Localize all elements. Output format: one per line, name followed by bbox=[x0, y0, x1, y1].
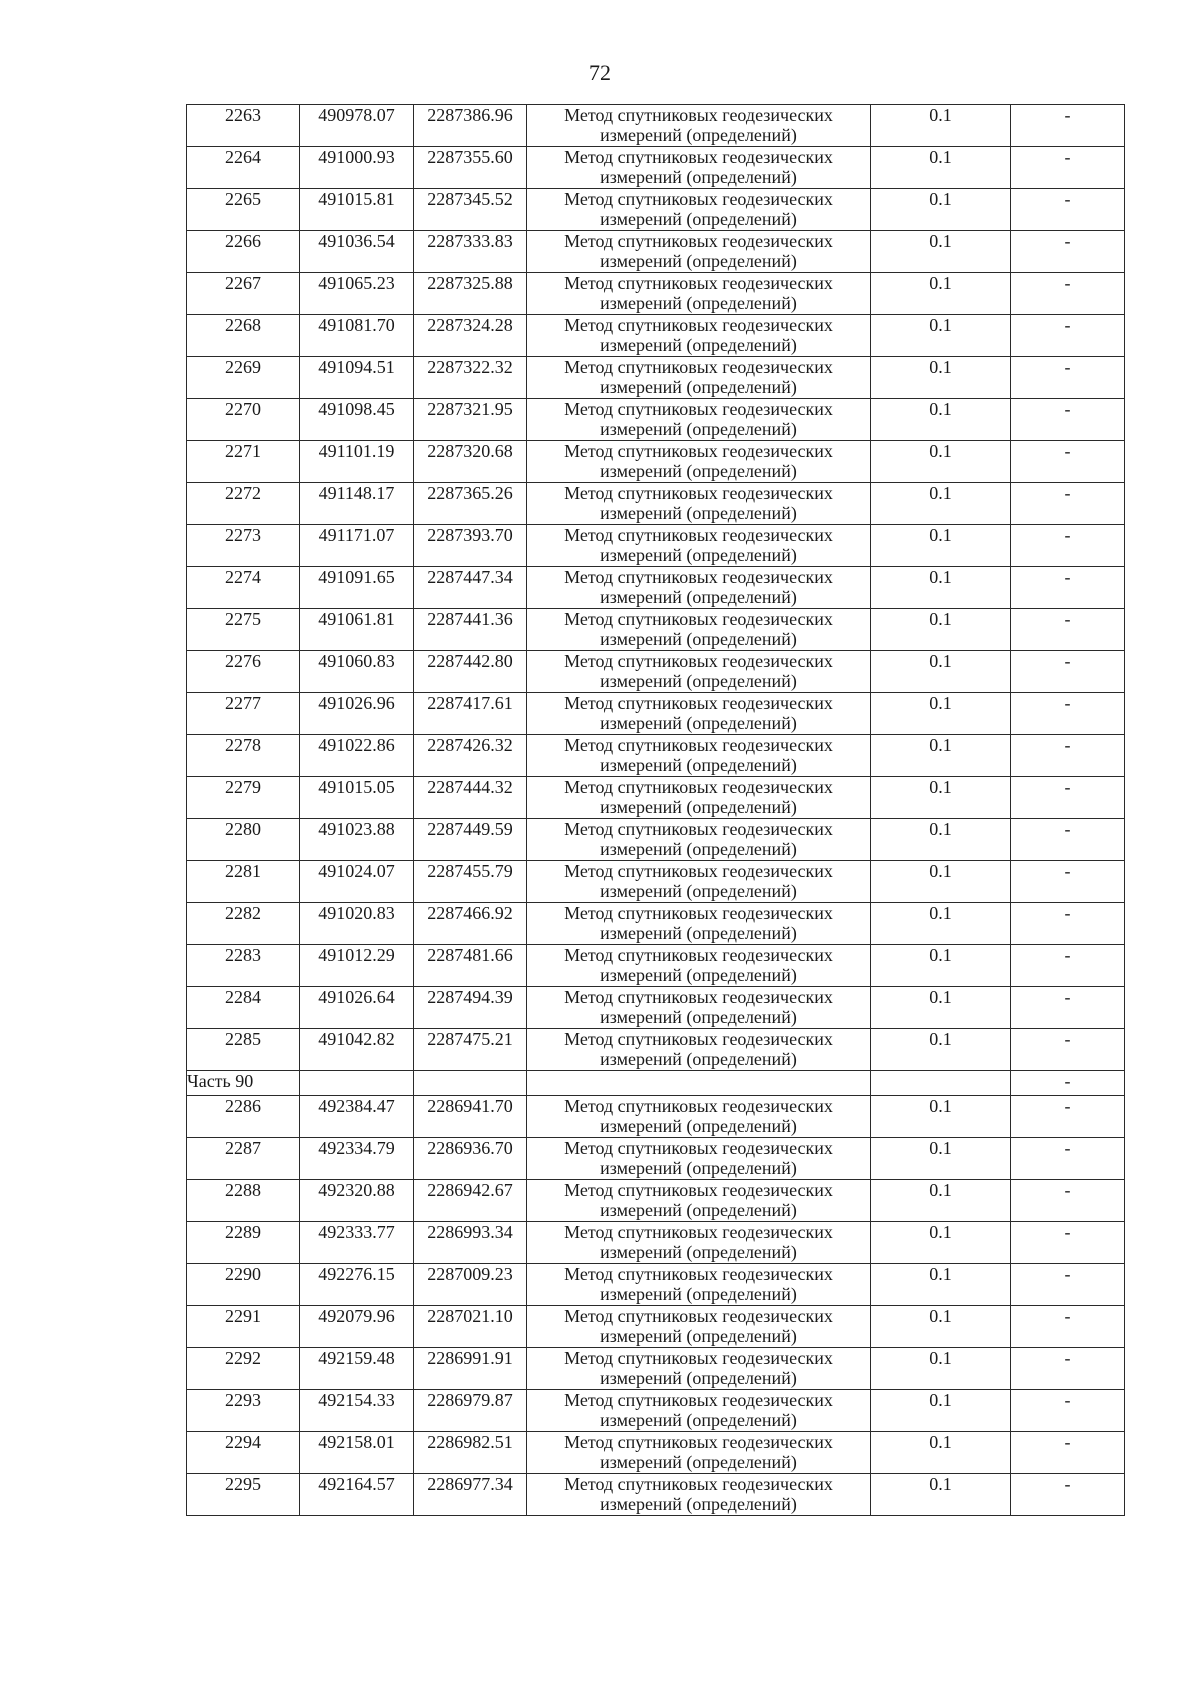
accuracy-cell: 0.1 bbox=[871, 231, 1011, 273]
method-cell: Метод спутниковых геодезических измерений (определений) bbox=[527, 441, 871, 483]
extra-cell: - bbox=[1011, 483, 1125, 525]
x-coordinate-cell: 491026.96 bbox=[300, 693, 414, 735]
point-number-cell: 2266 bbox=[187, 231, 300, 273]
method-cell: Метод спутниковых геодезических измерений (определений) bbox=[527, 777, 871, 819]
point-number-cell: 2277 bbox=[187, 693, 300, 735]
accuracy-cell: 0.1 bbox=[871, 399, 1011, 441]
accuracy-cell: 0.1 bbox=[871, 357, 1011, 399]
point-number-cell: 2292 bbox=[187, 1348, 300, 1390]
extra-cell: - bbox=[1011, 1138, 1125, 1180]
x-coordinate-cell: 491012.29 bbox=[300, 945, 414, 987]
point-number-cell: 2271 bbox=[187, 441, 300, 483]
x-coordinate-cell: 492158.01 bbox=[300, 1432, 414, 1474]
accuracy-cell: 0.1 bbox=[871, 693, 1011, 735]
extra-cell: - bbox=[1011, 189, 1125, 231]
method-cell: Метод спутниковых геодезических измерений (определений) bbox=[527, 1474, 871, 1516]
accuracy-cell: 0.1 bbox=[871, 1138, 1011, 1180]
extra-cell: - bbox=[1011, 1390, 1125, 1432]
coordinates-table bbox=[186, 104, 1125, 1516]
accuracy-cell: 0.1 bbox=[871, 777, 1011, 819]
table-row bbox=[187, 567, 1125, 609]
y-coordinate-cell: 2287466.92 bbox=[414, 903, 527, 945]
point-number-cell: 2284 bbox=[187, 987, 300, 1029]
y-coordinate-cell: 2286942.67 bbox=[414, 1180, 527, 1222]
x-coordinate-cell: 491061.81 bbox=[300, 609, 414, 651]
x-coordinate-cell: 491020.83 bbox=[300, 903, 414, 945]
table-row bbox=[187, 903, 1125, 945]
x-coordinate-cell: 491023.88 bbox=[300, 819, 414, 861]
point-number-cell: 2279 bbox=[187, 777, 300, 819]
point-number-cell: 2276 bbox=[187, 651, 300, 693]
y-coordinate-cell: 2287475.21 bbox=[414, 1029, 527, 1071]
y-coordinate-cell: 2287009.23 bbox=[414, 1264, 527, 1306]
point-number-cell: 2280 bbox=[187, 819, 300, 861]
y-coordinate-cell: 2287345.52 bbox=[414, 189, 527, 231]
y-coordinate-cell: 2286991.91 bbox=[414, 1348, 527, 1390]
table-row bbox=[187, 1096, 1125, 1138]
x-coordinate-cell: 491024.07 bbox=[300, 861, 414, 903]
coordinates-table-body bbox=[187, 105, 1125, 1071]
table-row bbox=[187, 1432, 1125, 1474]
table-row bbox=[187, 357, 1125, 399]
point-number-cell: 2291 bbox=[187, 1306, 300, 1348]
part-extra: - bbox=[1011, 1071, 1125, 1096]
point-number-cell: 2278 bbox=[187, 735, 300, 777]
accuracy-cell: 0.1 bbox=[871, 525, 1011, 567]
extra-cell: - bbox=[1011, 945, 1125, 987]
part-label: Часть 90 bbox=[187, 1071, 300, 1096]
x-coordinate-cell: 491148.17 bbox=[300, 483, 414, 525]
y-coordinate-cell: 2287447.34 bbox=[414, 567, 527, 609]
table-row bbox=[187, 399, 1125, 441]
y-coordinate-cell: 2287320.68 bbox=[414, 441, 527, 483]
method-cell: Метод спутниковых геодезических измерений (определений) bbox=[527, 1029, 871, 1071]
method-cell: Метод спутниковых геодезических измерений (определений) bbox=[527, 525, 871, 567]
accuracy-cell: 0.1 bbox=[871, 1432, 1011, 1474]
extra-cell: - bbox=[1011, 1348, 1125, 1390]
x-coordinate-cell: 492276.15 bbox=[300, 1264, 414, 1306]
point-number-cell: 2272 bbox=[187, 483, 300, 525]
extra-cell: - bbox=[1011, 609, 1125, 651]
method-cell: Метод спутниковых геодезических измерений (определений) bbox=[527, 399, 871, 441]
accuracy-cell: 0.1 bbox=[871, 651, 1011, 693]
table-row bbox=[187, 1029, 1125, 1071]
method-cell: Метод спутниковых геодезических измерений (определений) bbox=[527, 1348, 871, 1390]
method-cell: Метод спутниковых геодезических измерений (определений) bbox=[527, 189, 871, 231]
accuracy-cell: 0.1 bbox=[871, 1390, 1011, 1432]
method-cell: Метод спутниковых геодезических измерений (определений) bbox=[527, 1390, 871, 1432]
table-row bbox=[187, 525, 1125, 567]
accuracy-cell: 0.1 bbox=[871, 1264, 1011, 1306]
extra-cell: - bbox=[1011, 1096, 1125, 1138]
accuracy-cell: 0.1 bbox=[871, 735, 1011, 777]
extra-cell: - bbox=[1011, 1222, 1125, 1264]
x-coordinate-cell: 491065.23 bbox=[300, 273, 414, 315]
y-coordinate-cell: 2287322.32 bbox=[414, 357, 527, 399]
extra-cell: - bbox=[1011, 441, 1125, 483]
extra-cell: - bbox=[1011, 147, 1125, 189]
extra-cell: - bbox=[1011, 1474, 1125, 1516]
part-empty-cell bbox=[871, 1071, 1011, 1096]
extra-cell: - bbox=[1011, 651, 1125, 693]
table-row bbox=[187, 651, 1125, 693]
y-coordinate-cell: 2287426.32 bbox=[414, 735, 527, 777]
y-coordinate-cell: 2286993.34 bbox=[414, 1222, 527, 1264]
point-number-cell: 2295 bbox=[187, 1474, 300, 1516]
point-number-cell: 2267 bbox=[187, 273, 300, 315]
y-coordinate-cell: 2287417.61 bbox=[414, 693, 527, 735]
x-coordinate-cell: 492320.88 bbox=[300, 1180, 414, 1222]
method-cell: Метод спутниковых геодезических измерений (определений) bbox=[527, 903, 871, 945]
point-number-cell: 2286 bbox=[187, 1096, 300, 1138]
method-cell: Метод спутниковых геодезических измерений (определений) bbox=[527, 1180, 871, 1222]
y-coordinate-cell: 2286979.87 bbox=[414, 1390, 527, 1432]
y-coordinate-cell: 2287393.70 bbox=[414, 525, 527, 567]
x-coordinate-cell: 491101.19 bbox=[300, 441, 414, 483]
y-coordinate-cell: 2287455.79 bbox=[414, 861, 527, 903]
x-coordinate-cell: 492333.77 bbox=[300, 1222, 414, 1264]
extra-cell: - bbox=[1011, 861, 1125, 903]
method-cell: Метод спутниковых геодезических измерений (определений) bbox=[527, 357, 871, 399]
extra-cell: - bbox=[1011, 399, 1125, 441]
point-number-cell: 2293 bbox=[187, 1390, 300, 1432]
x-coordinate-cell: 492079.96 bbox=[300, 1306, 414, 1348]
accuracy-cell: 0.1 bbox=[871, 105, 1011, 147]
y-coordinate-cell: 2287386.96 bbox=[414, 105, 527, 147]
method-cell: Метод спутниковых геодезических измерений (определений) bbox=[527, 315, 871, 357]
point-number-cell: 2281 bbox=[187, 861, 300, 903]
method-cell: Метод спутниковых геодезических измерений (определений) bbox=[527, 819, 871, 861]
point-number-cell: 2269 bbox=[187, 357, 300, 399]
method-cell: Метод спутниковых геодезических измерений (определений) bbox=[527, 567, 871, 609]
method-cell: Метод спутниковых геодезических измерений (определений) bbox=[527, 105, 871, 147]
y-coordinate-cell: 2287021.10 bbox=[414, 1306, 527, 1348]
method-cell: Метод спутниковых геодезических измерений (определений) bbox=[527, 609, 871, 651]
extra-cell: - bbox=[1011, 567, 1125, 609]
y-coordinate-cell: 2286977.34 bbox=[414, 1474, 527, 1516]
accuracy-cell: 0.1 bbox=[871, 1180, 1011, 1222]
part-row bbox=[187, 1071, 1125, 1096]
table-row bbox=[187, 1306, 1125, 1348]
extra-cell: - bbox=[1011, 1264, 1125, 1306]
accuracy-cell: 0.1 bbox=[871, 1029, 1011, 1071]
accuracy-cell: 0.1 bbox=[871, 567, 1011, 609]
x-coordinate-cell: 492164.57 bbox=[300, 1474, 414, 1516]
point-number-cell: 2289 bbox=[187, 1222, 300, 1264]
method-cell: Метод спутниковых геодезических измерений (определений) bbox=[527, 1096, 871, 1138]
y-coordinate-cell: 2287494.39 bbox=[414, 987, 527, 1029]
method-cell: Метод спутниковых геодезических измерений (определений) bbox=[527, 693, 871, 735]
y-coordinate-cell: 2286982.51 bbox=[414, 1432, 527, 1474]
table-row bbox=[187, 1348, 1125, 1390]
part-empty-cell bbox=[414, 1071, 527, 1096]
method-cell: Метод спутниковых геодезических измерений (определений) bbox=[527, 231, 871, 273]
table-row bbox=[187, 1264, 1125, 1306]
accuracy-cell: 0.1 bbox=[871, 861, 1011, 903]
accuracy-cell: 0.1 bbox=[871, 189, 1011, 231]
extra-cell: - bbox=[1011, 315, 1125, 357]
point-number-cell: 2265 bbox=[187, 189, 300, 231]
table-row bbox=[187, 483, 1125, 525]
table-row bbox=[187, 1222, 1125, 1264]
y-coordinate-cell: 2287325.88 bbox=[414, 273, 527, 315]
method-cell: Метод спутниковых геодезических измерений (определений) bbox=[527, 1264, 871, 1306]
x-coordinate-cell: 492159.48 bbox=[300, 1348, 414, 1390]
point-number-cell: 2285 bbox=[187, 1029, 300, 1071]
accuracy-cell: 0.1 bbox=[871, 273, 1011, 315]
method-cell: Метод спутниковых геодезических измерений (определений) bbox=[527, 1138, 871, 1180]
extra-cell: - bbox=[1011, 735, 1125, 777]
table-row bbox=[187, 1180, 1125, 1222]
y-coordinate-cell: 2287333.83 bbox=[414, 231, 527, 273]
extra-cell: - bbox=[1011, 273, 1125, 315]
table-row bbox=[187, 147, 1125, 189]
accuracy-cell: 0.1 bbox=[871, 441, 1011, 483]
extra-cell: - bbox=[1011, 903, 1125, 945]
extra-cell: - bbox=[1011, 1029, 1125, 1071]
accuracy-cell: 0.1 bbox=[871, 483, 1011, 525]
point-number-cell: 2283 bbox=[187, 945, 300, 987]
table-row bbox=[187, 441, 1125, 483]
x-coordinate-cell: 491094.51 bbox=[300, 357, 414, 399]
extra-cell: - bbox=[1011, 1306, 1125, 1348]
y-coordinate-cell: 2287365.26 bbox=[414, 483, 527, 525]
y-coordinate-cell: 2287355.60 bbox=[414, 147, 527, 189]
x-coordinate-cell: 491022.86 bbox=[300, 735, 414, 777]
table-row bbox=[187, 819, 1125, 861]
x-coordinate-cell: 491000.93 bbox=[300, 147, 414, 189]
point-number-cell: 2294 bbox=[187, 1432, 300, 1474]
method-cell: Метод спутниковых геодезических измерений (определений) bbox=[527, 861, 871, 903]
table-row bbox=[187, 105, 1125, 147]
method-cell: Метод спутниковых геодезических измерений (определений) bbox=[527, 147, 871, 189]
method-cell: Метод спутниковых геодезических измерений (определений) bbox=[527, 987, 871, 1029]
x-coordinate-cell: 491098.45 bbox=[300, 399, 414, 441]
accuracy-cell: 0.1 bbox=[871, 1474, 1011, 1516]
accuracy-cell: 0.1 bbox=[871, 1348, 1011, 1390]
extra-cell: - bbox=[1011, 819, 1125, 861]
extra-cell: - bbox=[1011, 525, 1125, 567]
x-coordinate-cell: 491091.65 bbox=[300, 567, 414, 609]
part-empty-cell bbox=[300, 1071, 414, 1096]
extra-cell: - bbox=[1011, 777, 1125, 819]
x-coordinate-cell: 491060.83 bbox=[300, 651, 414, 693]
x-coordinate-cell: 491042.82 bbox=[300, 1029, 414, 1071]
extra-cell: - bbox=[1011, 987, 1125, 1029]
table-row bbox=[187, 735, 1125, 777]
accuracy-cell: 0.1 bbox=[871, 819, 1011, 861]
coordinates-table-body bbox=[187, 1096, 1125, 1516]
point-number-cell: 2287 bbox=[187, 1138, 300, 1180]
x-coordinate-cell: 490978.07 bbox=[300, 105, 414, 147]
method-cell: Метод спутниковых геодезических измерений (определений) bbox=[527, 945, 871, 987]
part-section bbox=[187, 1071, 1125, 1096]
method-cell: Метод спутниковых геодезических измерений (определений) bbox=[527, 273, 871, 315]
x-coordinate-cell: 491015.05 bbox=[300, 777, 414, 819]
accuracy-cell: 0.1 bbox=[871, 147, 1011, 189]
accuracy-cell: 0.1 bbox=[871, 1222, 1011, 1264]
table-row bbox=[187, 1390, 1125, 1432]
y-coordinate-cell: 2287441.36 bbox=[414, 609, 527, 651]
point-number-cell: 2274 bbox=[187, 567, 300, 609]
x-coordinate-cell: 491171.07 bbox=[300, 525, 414, 567]
x-coordinate-cell: 492384.47 bbox=[300, 1096, 414, 1138]
accuracy-cell: 0.1 bbox=[871, 1096, 1011, 1138]
extra-cell: - bbox=[1011, 105, 1125, 147]
table-row bbox=[187, 693, 1125, 735]
method-cell: Метод спутниковых геодезических измерений (определений) bbox=[527, 483, 871, 525]
point-number-cell: 2263 bbox=[187, 105, 300, 147]
x-coordinate-cell: 491081.70 bbox=[300, 315, 414, 357]
part-empty-cell bbox=[527, 1071, 871, 1096]
table-row bbox=[187, 231, 1125, 273]
method-cell: Метод спутниковых геодезических измерений (определений) bbox=[527, 735, 871, 777]
y-coordinate-cell: 2286936.70 bbox=[414, 1138, 527, 1180]
accuracy-cell: 0.1 bbox=[871, 1306, 1011, 1348]
table-row bbox=[187, 1138, 1125, 1180]
extra-cell: - bbox=[1011, 693, 1125, 735]
y-coordinate-cell: 2287449.59 bbox=[414, 819, 527, 861]
table-row bbox=[187, 777, 1125, 819]
point-number-cell: 2290 bbox=[187, 1264, 300, 1306]
x-coordinate-cell: 491015.81 bbox=[300, 189, 414, 231]
page-number: 72 bbox=[589, 60, 611, 85]
point-number-cell: 2270 bbox=[187, 399, 300, 441]
y-coordinate-cell: 2286941.70 bbox=[414, 1096, 527, 1138]
point-number-cell: 2288 bbox=[187, 1180, 300, 1222]
x-coordinate-cell: 492334.79 bbox=[300, 1138, 414, 1180]
accuracy-cell: 0.1 bbox=[871, 903, 1011, 945]
y-coordinate-cell: 2287321.95 bbox=[414, 399, 527, 441]
extra-cell: - bbox=[1011, 231, 1125, 273]
point-number-cell: 2282 bbox=[187, 903, 300, 945]
point-number-cell: 2264 bbox=[187, 147, 300, 189]
table-row bbox=[187, 861, 1125, 903]
point-number-cell: 2273 bbox=[187, 525, 300, 567]
method-cell: Метод спутниковых геодезических измерений (определений) bbox=[527, 1432, 871, 1474]
accuracy-cell: 0.1 bbox=[871, 609, 1011, 651]
accuracy-cell: 0.1 bbox=[871, 945, 1011, 987]
point-number-cell: 2275 bbox=[187, 609, 300, 651]
extra-cell: - bbox=[1011, 1432, 1125, 1474]
x-coordinate-cell: 492154.33 bbox=[300, 1390, 414, 1432]
table-row bbox=[187, 945, 1125, 987]
table-row bbox=[187, 189, 1125, 231]
table-row bbox=[187, 609, 1125, 651]
extra-cell: - bbox=[1011, 1180, 1125, 1222]
y-coordinate-cell: 2287324.28 bbox=[414, 315, 527, 357]
point-number-cell: 2268 bbox=[187, 315, 300, 357]
x-coordinate-cell: 491026.64 bbox=[300, 987, 414, 1029]
y-coordinate-cell: 2287481.66 bbox=[414, 945, 527, 987]
y-coordinate-cell: 2287442.80 bbox=[414, 651, 527, 693]
table-row bbox=[187, 315, 1125, 357]
extra-cell: - bbox=[1011, 357, 1125, 399]
x-coordinate-cell: 491036.54 bbox=[300, 231, 414, 273]
method-cell: Метод спутниковых геодезических измерений (определений) bbox=[527, 651, 871, 693]
accuracy-cell: 0.1 bbox=[871, 987, 1011, 1029]
table-row bbox=[187, 1474, 1125, 1516]
y-coordinate-cell: 2287444.32 bbox=[414, 777, 527, 819]
accuracy-cell: 0.1 bbox=[871, 315, 1011, 357]
table-row bbox=[187, 987, 1125, 1029]
method-cell: Метод спутниковых геодезических измерений (определений) bbox=[527, 1222, 871, 1264]
method-cell: Метод спутниковых геодезических измерений (определений) bbox=[527, 1306, 871, 1348]
table-row bbox=[187, 273, 1125, 315]
